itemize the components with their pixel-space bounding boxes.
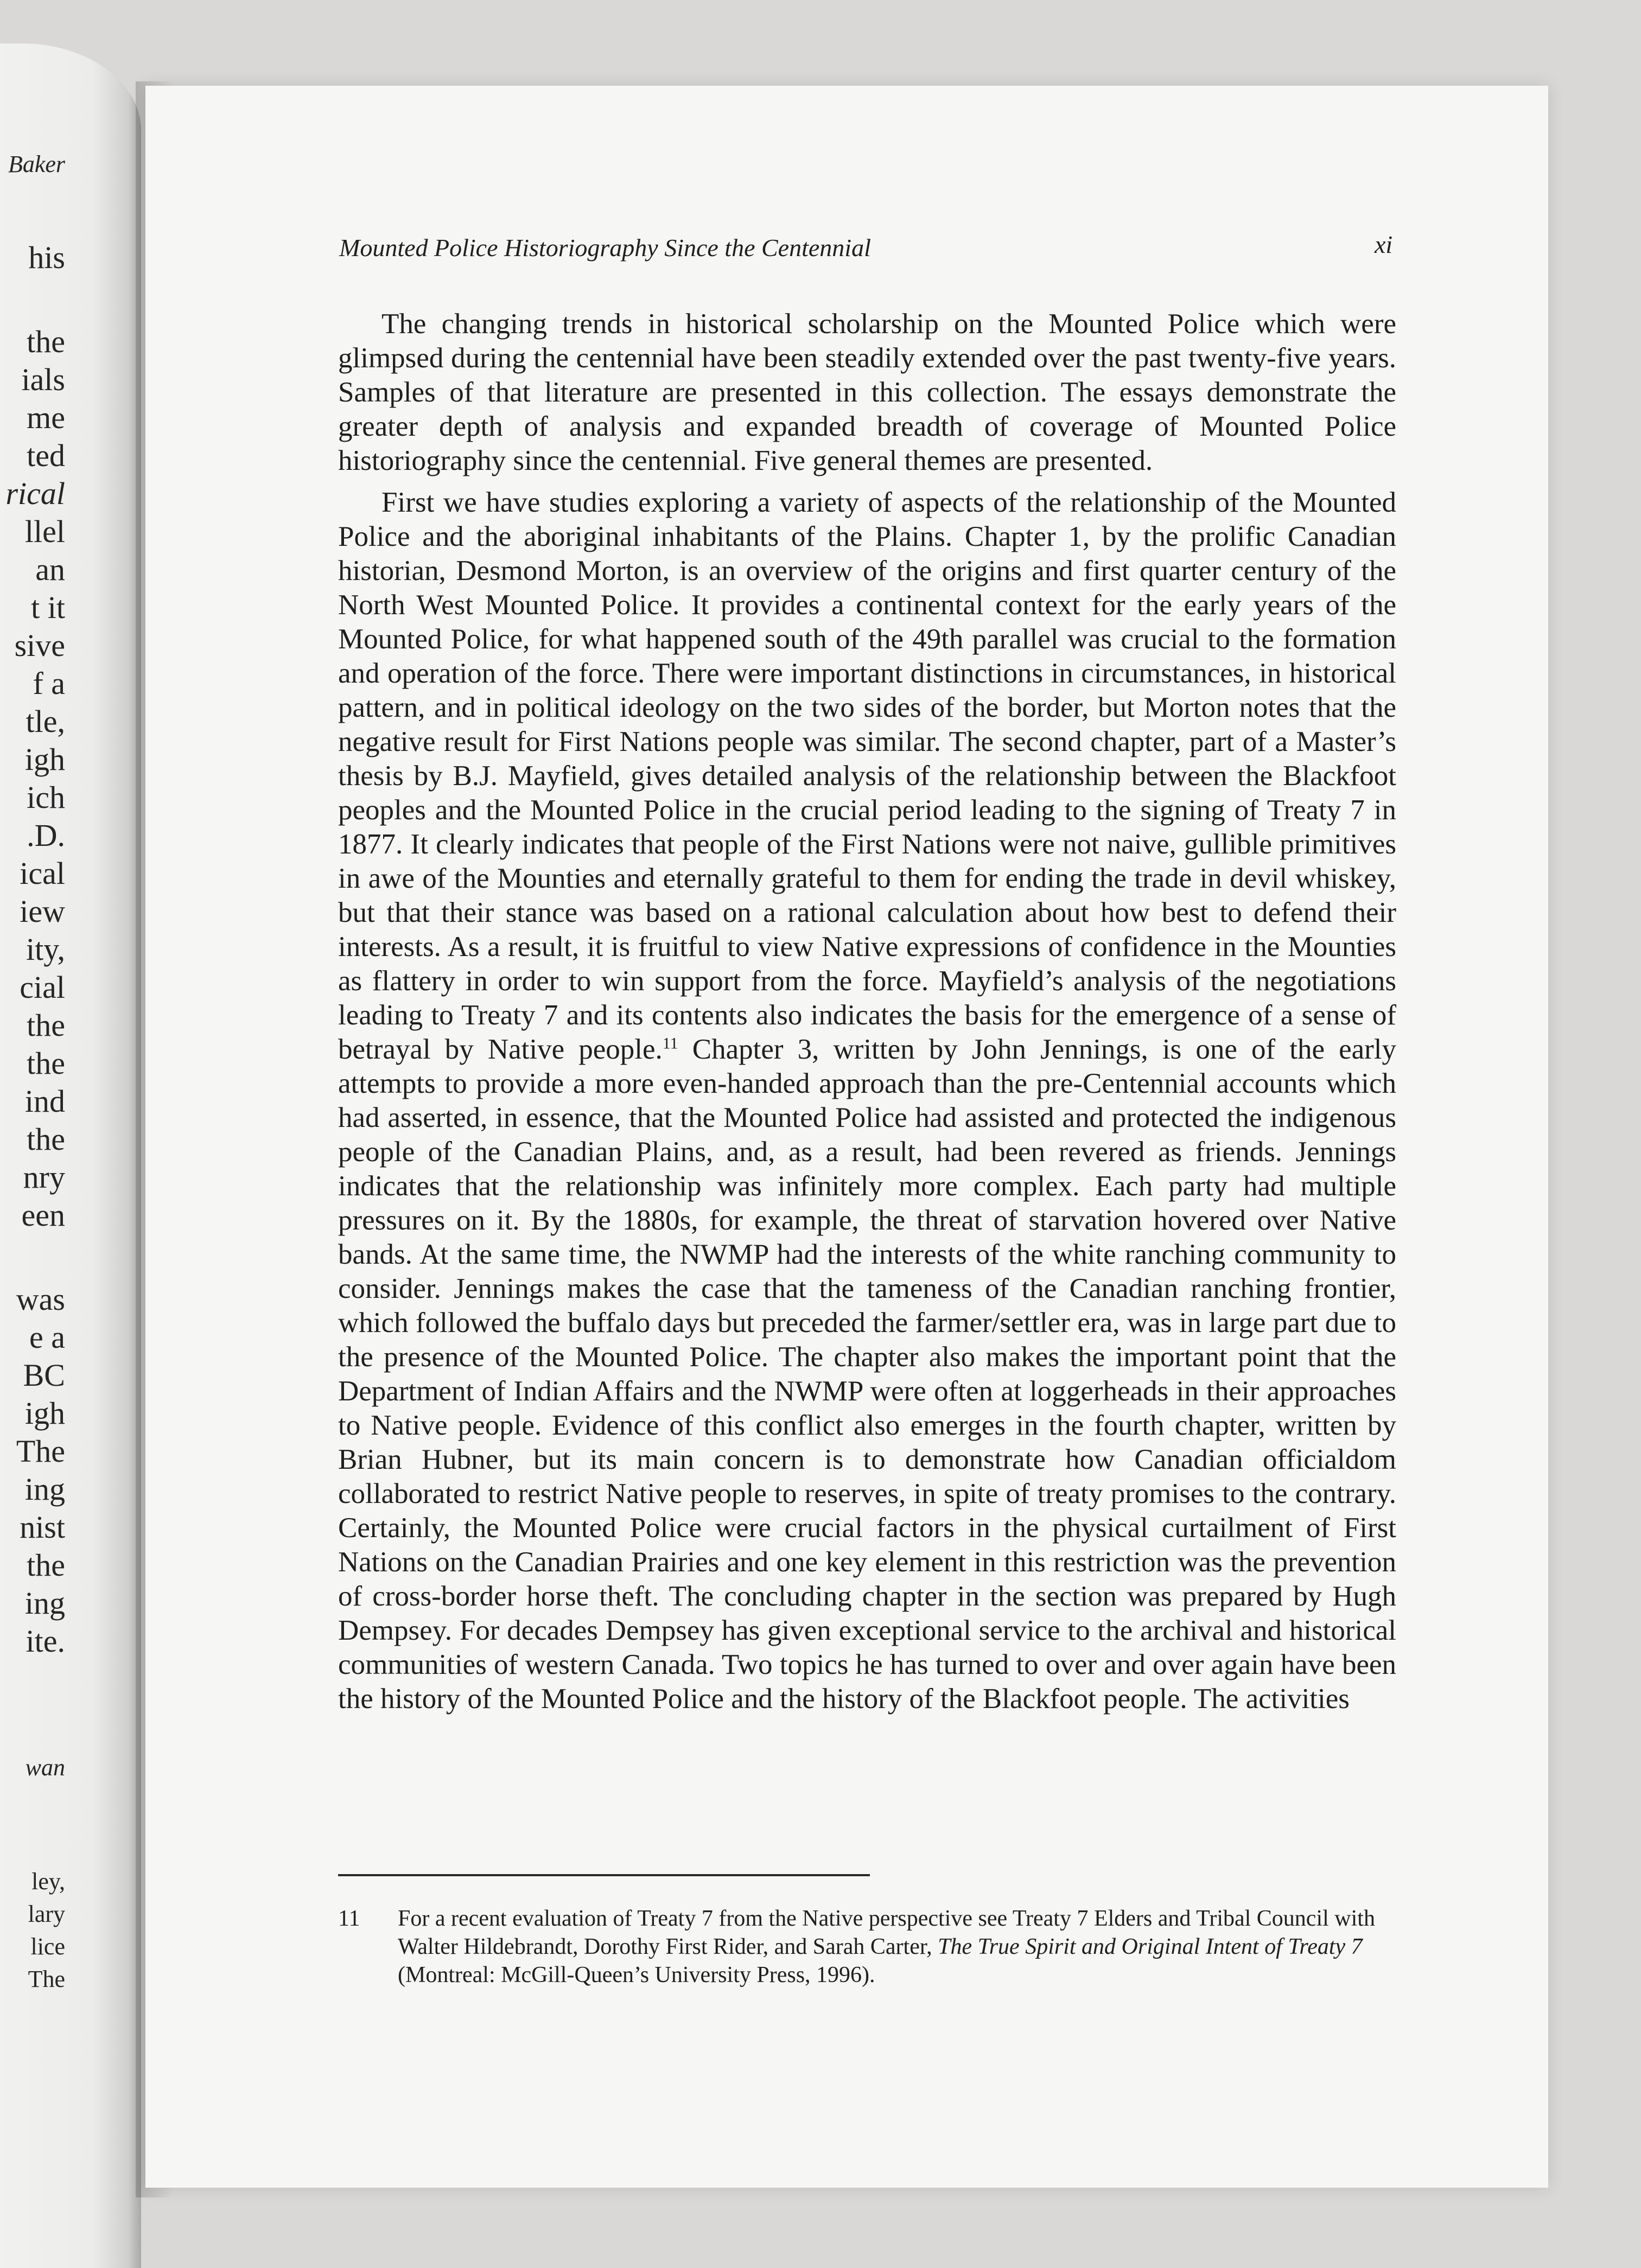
facing-page-fragment: BC bbox=[23, 1358, 65, 1393]
facing-page-fragment: ley, bbox=[31, 1868, 65, 1895]
footnote-rule bbox=[338, 1874, 870, 1876]
facing-page-fragment: ich bbox=[27, 780, 65, 815]
running-head: Mounted Police Historiography Since the Centennial bbox=[339, 234, 871, 262]
footnote-text bbox=[398, 1904, 1396, 1989]
facing-page-fragment: t it bbox=[31, 590, 65, 625]
facing-page-fragment: ite. bbox=[26, 1623, 65, 1659]
facing-page-fragment: nist bbox=[20, 1509, 65, 1545]
facing-page-fragment: was bbox=[16, 1282, 65, 1317]
facing-page-fragment: the bbox=[27, 1008, 65, 1043]
paragraph-1: The changing trends in historical scholarship on the Mounted Police which were glimpsed during the centennial have been steadily extended over the past twenty-five years. Samples of that literature are presented in this collection. The essays demonstrate the greater depth of analysis and expanded breadth of coverage of Mounted Police historiography since the centennial. Five general themes are presented. bbox=[338, 308, 1396, 476]
footnote-reference: 11 bbox=[662, 1034, 678, 1053]
facing-page-fragment: the bbox=[27, 324, 65, 359]
facing-page-fragment: tle, bbox=[26, 704, 65, 739]
facing-page-fragment: igh bbox=[24, 742, 65, 777]
facing-page-fragment: Baker bbox=[8, 151, 65, 177]
footnote-text-b: (Montreal: McGill-Queen’s University Press, 1996). bbox=[398, 1963, 875, 1987]
facing-page-fragment: me bbox=[27, 400, 65, 435]
facing-page-fragment: llel bbox=[24, 514, 65, 549]
facing-page-fragment: ind bbox=[24, 1084, 65, 1119]
facing-page-fragment: een bbox=[21, 1197, 65, 1233]
facing-page-fragment: The bbox=[16, 1434, 65, 1469]
facing-page-fragment: f a bbox=[33, 666, 65, 701]
paragraph-2-part-b: Chapter 3, written by John Jennings, is one of the early attempts to provide a more even-handed approach than the pre-Centennial accounts which had asserted, in essence, that the Mounted Police had assisted and protected the indigenous people of the Canadian Plains, and, as a result, had been revered as friends. Jennings indicates that the relationship was infinitely more complex. Each party had multiple pressures on it. By the 1880s, for example, the threat of starvation hovered over Native bands. At the same time, the NWMP had the interests of the white ranching community to consider. Jennings makes the case that the tameness of the Canadian ranching frontier, which followed the buffalo days but preceded the farmer/settler era, was in large part due to the presence of the Mounted Police. The chapter also makes the important point that the Department of Indian Affairs and the NWMP were often at loggerheads in their approaches to Native people. Evidence of this conflict also emerges in the fourth chapter, written by Brian Hubner, but its main concern is to demonstrate how Canadian officialdom collaborated to restrict Native people to reserves, in spite of treaty promises to the contrary. Certainly, the Mounted Police were crucial factors in the physical curtailment of First Nations on the Canadian Prairies and one key element in this restriction was the prevention of cross-border horse theft. The concluding chapter in the section was prepared by Hugh Dempsey. For decades Dempsey has given exceptional service to the archival and historical communities of western Canada. Two topics he has turned to over and over again have been the history of the Mounted Police and the history of the Blackfoot people. The activities bbox=[338, 1034, 1397, 1715]
facing-page-fragment: his bbox=[28, 240, 65, 275]
facing-page-fragment: rical bbox=[5, 476, 65, 511]
footnote-number: 11 bbox=[338, 1906, 360, 1931]
body-text bbox=[338, 307, 1396, 1724]
book-page bbox=[145, 86, 1548, 2188]
paragraph-2 bbox=[338, 486, 1396, 1716]
facing-page-fragment: the bbox=[27, 1046, 65, 1081]
facing-page-fragment: ity, bbox=[26, 932, 65, 967]
footnote bbox=[338, 1904, 1396, 1989]
facing-page-fragment: sive bbox=[14, 628, 65, 663]
facing-page-fragment: The bbox=[28, 1966, 65, 1992]
facing-page-fragment: ials bbox=[21, 362, 65, 397]
facing-page bbox=[0, 43, 141, 2268]
facing-page-fragment: igh bbox=[24, 1396, 65, 1431]
facing-page-fragment: lice bbox=[30, 1933, 65, 1960]
facing-page-fragment: .D. bbox=[27, 818, 65, 853]
facing-page-fragment: wan bbox=[25, 1754, 65, 1781]
facing-page-fragment: the bbox=[27, 1122, 65, 1157]
footnote-title: The True Spirit and Original Intent of Treaty 7 bbox=[938, 1934, 1363, 1959]
footnote-text-a: For a recent evaluation of Treaty 7 from the Native perspective see Treaty 7 Elders and Tribal Council with Walter Hildebrandt, Dorothy First Rider, and Sarah Carter, bbox=[398, 1906, 1375, 1959]
facing-page-fragment: ing bbox=[24, 1471, 65, 1507]
paragraph-2-part-a: First we have studies exploring a variety of aspects of the relationship of the Mounted Police and the aboriginal inhabitants of the Plains. Chapter 1, by the prolific Canadian historian, Desmond Morton, is an overview of the origins and first quarter century of the North West Mounted Police. It provides a continental context for the early years of the Mounted Police, for what happened south of the 49th parallel was crucial to the formation and operation of the force. There were important distinctions in circumstances, in historical pattern, and in political ideology on the two sides of the border, but Morton notes that the negative result for First Nations people was similar. The second chapter, part of a Master’s thesis by B.J. Mayfield, gives detailed analysis of the relationship between the Blackfoot peoples and the Mounted Police in the crucial period leading to the signing of Treaty 7 in 1877. It clearly indicates that people of the First Nations were not naive, gullible primitives in awe of the Mounties and eternally grateful to them for ending the trade in devil whiskey, but that their stance was based on a rational calculation about how best to defend their interests. As a result, it is fruitful to view Native expressions of confidence in the Mounties as flattery in order to win support from the force. Mayfield’s analysis of the negotiations leading to Treaty 7 and its contents also indicates the basis for the emergence of a sense of betrayal by Native people. bbox=[338, 487, 1396, 1065]
facing-page-fragment: ing bbox=[24, 1585, 65, 1621]
facing-page-fragment: ical bbox=[20, 856, 65, 891]
facing-page-fragment: iew bbox=[20, 894, 65, 929]
facing-page-fragment: the bbox=[27, 1547, 65, 1583]
facing-page-fragment: e a bbox=[29, 1320, 65, 1355]
facing-page-fragment: nry bbox=[23, 1160, 65, 1195]
facing-page-fragment: lary bbox=[28, 1901, 65, 1927]
page-number: xi bbox=[1375, 231, 1393, 258]
facing-page-fragment: an bbox=[35, 552, 65, 587]
facing-page-fragment: cial bbox=[20, 970, 65, 1005]
facing-page-fragment: ted bbox=[27, 438, 65, 473]
